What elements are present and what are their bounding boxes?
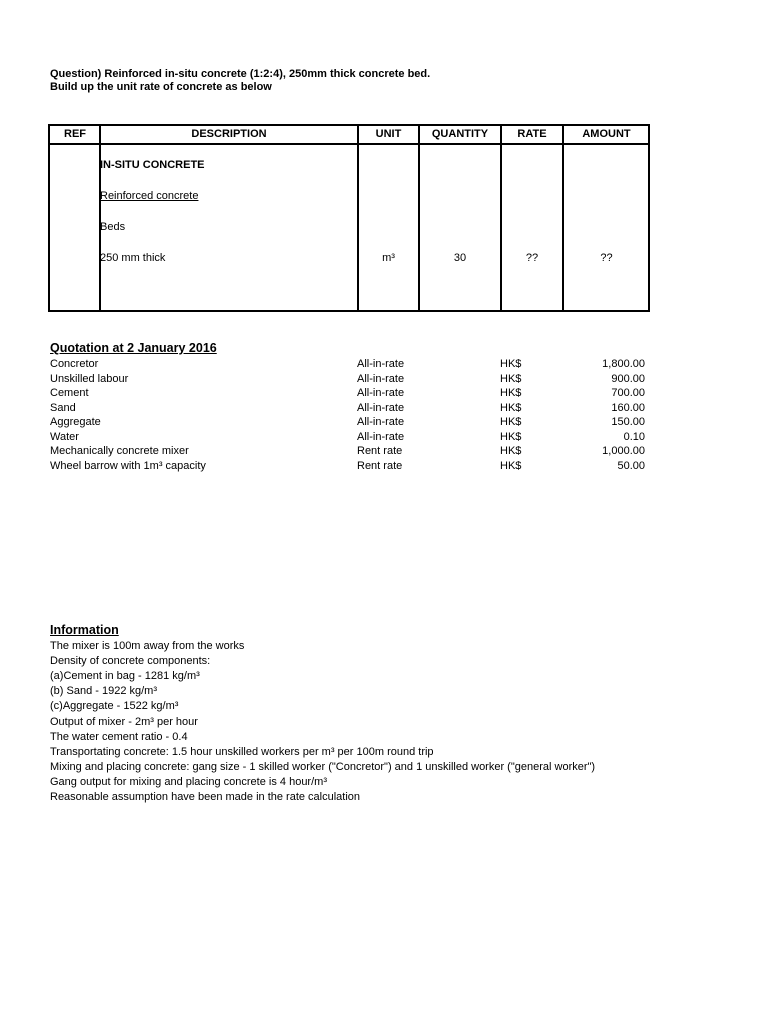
header-quantity: QUANTITY: [431, 128, 489, 140]
quotation-price: 1,000.00: [602, 445, 645, 457]
quotation-row: [0, 460, 768, 474]
subsection-heading: Reinforced concrete: [100, 190, 199, 202]
quotation-currency: HK$: [500, 372, 522, 385]
column-divider: [418, 126, 420, 310]
information-line: (b) Sand - 1922 kg/m³: [50, 685, 157, 698]
quotation-item: Mechanically concrete mixer: [50, 445, 189, 457]
quotation-item: Unskilled labour: [50, 372, 129, 385]
column-divider: [562, 126, 564, 310]
header-unit: UNIT: [375, 128, 402, 140]
section-heading: IN-SITU CONCRETE: [100, 159, 205, 171]
item-quantity: 30: [453, 252, 467, 264]
question-line-1: Question) Reinforced in-situ concrete (1:2:4), 250mm thick concrete bed.: [50, 68, 431, 80]
quotation-currency: HK$: [500, 445, 522, 457]
quotation-basis: All-in-rate: [357, 387, 405, 399]
quotation-currency: HK$: [500, 416, 522, 428]
information-line: Output of mixer - 2m³ per hour: [50, 715, 198, 728]
header-amount: AMOUNT: [582, 128, 631, 140]
question-text: [50, 68, 430, 94]
quotation-basis: All-in-rate: [357, 416, 405, 428]
question-line-2: Build up the unit rate of concrete as below: [50, 81, 272, 93]
information-line: Reasonable assumption have been made in the rate calculation: [50, 791, 361, 803]
header-rate: RATE: [517, 128, 547, 140]
quotation-item: Wheel barrow with 1m³ capacity: [50, 459, 206, 472]
information-line: The mixer is 100m away from the works: [50, 640, 245, 652]
quotation-row: [0, 373, 768, 387]
quotation-currency: HK$: [500, 430, 522, 443]
information-line: (a)Cement in bag - 1281 kg/m³: [50, 670, 200, 683]
information-line: Transportating concrete: 1.5 hour unskilled workers per m³ per 100m round trip: [50, 745, 434, 758]
quotation-basis: Rent rate: [357, 445, 403, 457]
item-description: 250 mm thick: [100, 252, 166, 264]
header-ref: REF: [64, 128, 86, 140]
quotation-row: [0, 358, 768, 372]
information-title: Information: [50, 623, 119, 637]
quotation-item: Cement: [50, 387, 89, 399]
information-line: Gang output for mixing and placing concrete is 4 hour/m³: [50, 775, 327, 788]
quotation-price: 160.00: [611, 401, 645, 414]
quotation-price: 700.00: [611, 387, 645, 399]
quotation-currency: HK$: [500, 358, 522, 370]
quotation-row: [0, 445, 768, 459]
item-amount: ??: [600, 252, 613, 264]
quotation-item: Aggregate: [50, 416, 101, 428]
information-line: (c)Aggregate - 1522 kg/m³: [50, 700, 179, 713]
quotation-basis: All-in-rate: [357, 401, 405, 414]
quotation-title: Quotation at 2 January 2016: [50, 341, 217, 355]
column-divider: [99, 126, 101, 310]
quotation-row: [0, 402, 768, 416]
item-heading: Beds: [100, 221, 126, 233]
quotation-currency: HK$: [500, 401, 522, 414]
item-unit: m³: [382, 252, 395, 264]
quotation-item: Sand: [50, 401, 76, 414]
quotation-basis: All-in-rate: [357, 358, 405, 370]
quotation-basis: All-in-rate: [357, 430, 405, 443]
quotation-row: [0, 387, 768, 401]
item-rate: ??: [525, 252, 539, 264]
information-line: Density of concrete components:: [50, 655, 211, 668]
quotation-basis: All-in-rate: [357, 372, 405, 385]
information-line: Mixing and placing concrete: gang size - 1 skilled worker ("Concretor") and 1 unskilled worker ("general worker"): [50, 760, 596, 773]
quotation-row: [0, 431, 768, 445]
quotation-price: 150.00: [611, 416, 645, 428]
header-description: DESCRIPTION: [191, 128, 267, 140]
quotation-price: 1,800.00: [602, 358, 645, 370]
quotation-basis: Rent rate: [357, 459, 403, 472]
quotation-price: 50.00: [617, 459, 645, 472]
bill-of-quantities-table: [48, 124, 650, 312]
quotation-item: Concretor: [50, 358, 99, 370]
quotation-row: [0, 416, 768, 430]
quotation-price: 0.10: [623, 430, 645, 443]
quotation-item: Water: [50, 430, 79, 443]
quotation-currency: HK$: [500, 387, 522, 399]
information-line: The water cement ratio - 0.4: [50, 730, 188, 743]
column-divider: [357, 126, 359, 310]
quotation-currency: HK$: [500, 459, 522, 472]
table-header-row: [50, 126, 648, 145]
quotation-price: 900.00: [611, 372, 645, 385]
column-divider: [500, 126, 502, 310]
